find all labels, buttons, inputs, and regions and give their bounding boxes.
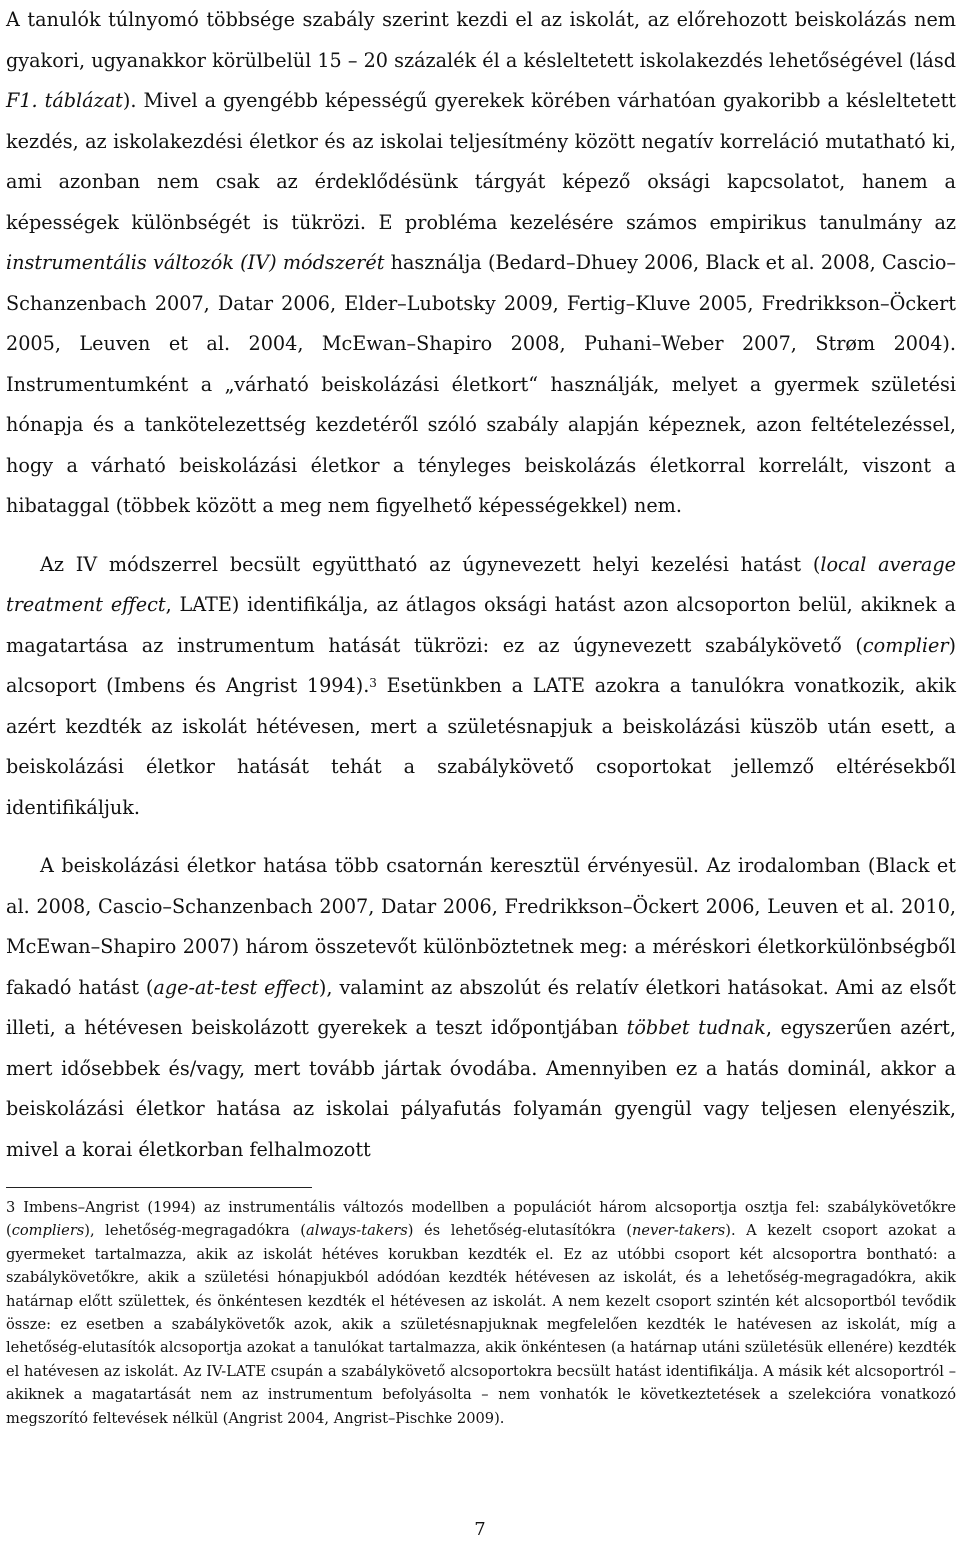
text-run: Az IV módszerrel becsült együttható az úgynevezett helyi kezelési hatást ( [40, 552, 821, 576]
compliers-term: compliers [11, 1222, 85, 1240]
text-run: A tanulók túlnyomó többsége szabály szerint kezdi el az iskolát, az előrehozott beiskolázás nem gyakori, ugyanakkor körülbelül 15 – 20 százalék él a késleltetett iskolakezdés lehetőségével (lásd [6, 8, 956, 72]
text-run: A beiskolázási életkor hatása több csatornán keresztül érvényesül. Az irodalomban (Black et al. 2008, Cascio–Schanzenbach 2007, Datar 2006, Fredrikkson–Öckert 2006, Leuven et al. 2010, McEwan–Shapiro 2007) három összetevőt különböztetnek meg: a méréskori életkorkülönbségből fakadó hatást ( [6, 854, 956, 999]
document-page [6, 0, 956, 1170]
text-run: ). Mivel a gyengébb képességű gyerekek körében várhatóan gyakoribb a késleltetett kezdés, az iskolakezdési életkor és az iskolai teljesítmény között negatív korreláció mutatható ki, ami azonban nem csak az érdeklődésünk tárgyát képező oksági kapcsolatot, hanem a képességek különbségét is tükrözi. E probléma kezelésére számos empirikus tanulmány az [6, 89, 956, 234]
text-run: ). A kezelt csoport azokat a gyermeket tartalmazza, akik az iskolát hétéves korukban kezdték el. Ez az utóbbi csoport két alcsoportra bontható: a szabálykövetőkre, akik a születési hónapjukból adódóan kezdték hétévesen az iskolát, és a lehetőség-megragadókra, akik határnap előtt születtek, és önkéntesen kezdték el hétévesen az iskolát. A nem kezelt csoport szintén két alcsoportból tevődik össze: ez esetben a szabálykövetők azok, akik a születésnapjuknak megfelelően kezdték le hatévesen az iskolát, míg a lehetőség-elutasítók alcsoportja azokat a tanulókat tartalmazza, akik önkéntesen (a határnap utáni születésük ellenére) kezdték el hatévesen az iskolát. Az IV-LATE csupán a szabálykövető alcsoportokra becsült hatást identifikálja. A másik két alcsoportról – akiknek a magatartását nem az instrumentum befolyásolta – nem vonhatók le következtetések a szelekcióra vonatkozó megszorító feltevések nélkül (Angrist 2004, Angrist–Pischke 2009). [6, 1222, 956, 1427]
text-run: használja (Bedard–Dhuey 2006, Black et al. 2008, Cascio–Schanzenbach 2007, Datar 2006, Elder–Lubotsky 2009, Fertig–Kluve 2005, Fredrikkson–Öckert 2005, Leuven et al. 2004, McEwan–Shapiro 2008, Puhani–Weber 2007, Strøm 2004). Instrumentumként a „várható beiskolázási életkort“ használják, melyet a gyermek születési hónapja és a tankötelezettség kezdetéről szóló szabály alapján képeznek, azon feltételezéssel, hogy a várható beiskolázási életkor a tényleges beiskolázás életkorral korrelált, viszont a hibataggal (többek között a meg nem figyelhető képességekkel) nem. [6, 251, 956, 517]
text-run: ) alcsoport (Imbens és Angrist 1994). [6, 633, 956, 697]
paragraph-late-estimate [6, 545, 956, 829]
text-run: Esetünkben a LATE azokra a tanulókra vonatkozik, akik azért kezdték az iskolát hétévesen, mert a születésnapjuk a beiskolázási küszöb után esett, a beiskolázási életkor hatását tehát a szabálykövető csoportokat jellemző eltérésekből identifikáljuk. [6, 674, 956, 819]
never-takers-term: never-takers [631, 1222, 726, 1240]
late-term: local average treatment effect [6, 552, 956, 616]
footnote-number: 3 [6, 1199, 16, 1216]
text-run: , egyszerűen azért, mert idősebbek és/vagy, mert tovább jártak óvodába. Amennyiben ez a hatás dominál, akkor a beiskolázási életkor hatása az iskolai pályafutás folyamán gyengül vagy teljesen elenyészik, mivel a korai életkorban felhalmozott [6, 1016, 956, 1161]
text-run: ) és lehetőség-elutasítókra ( [407, 1222, 632, 1240]
footnote-3 [6, 1196, 956, 1430]
footnote-reference[interactable]: 3 [369, 676, 377, 690]
text-run: , LATE) identifikálja, az átlagos oksági hatást azon alcsoporton belül, akiknek a magatartása az instrumentum hatását tükrözi: ez az úgynevezett szabálykövető ( [6, 593, 956, 657]
text-run: ), valamint az abszolút és relatív életkori hatásokat. Ami az elsőt illeti, a hétévesen beiskolázott gyerekek a teszt időpontjában [6, 975, 956, 1039]
table-reference: F1. táblázat [6, 89, 123, 112]
emphasis-term: többet tudnak [626, 1016, 766, 1039]
complier-term: complier [862, 633, 949, 657]
footnote-divider [6, 1187, 312, 1188]
iv-method-term: instrumentális változók (IV) módszerét [6, 251, 385, 274]
always-takers-term: always-takers [306, 1222, 408, 1240]
paragraph-school-start-share [6, 0, 956, 527]
text-run: ), lehetőség-megragadókra ( [84, 1222, 306, 1240]
paragraph-age-channels [6, 846, 956, 1170]
text-run: Imbens–Angrist (1994) az instrumentális változós modellben a populációt három alcsoportja osztja fel: szabálykövetőkre ( [6, 1199, 956, 1240]
age-at-test-term: age-at-test effect [153, 975, 319, 999]
page-number: 7 [474, 1519, 486, 1540]
